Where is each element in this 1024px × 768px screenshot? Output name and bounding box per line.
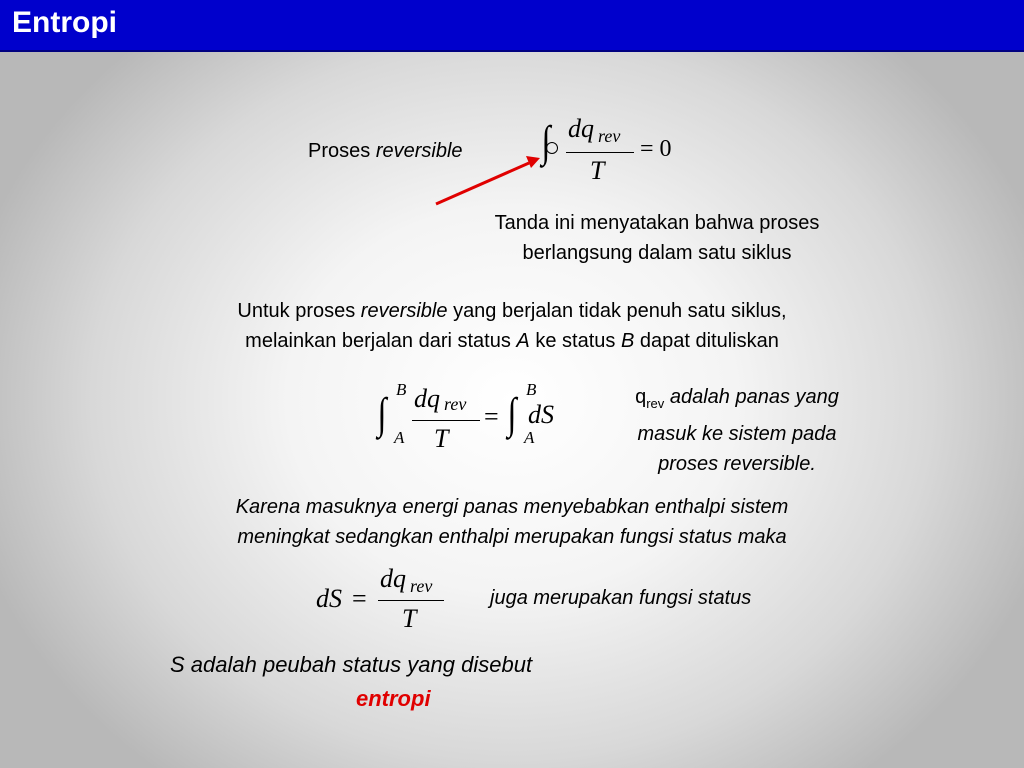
para2-line1: Karena masuknya energi panas menyebabkan enthalpi sistem bbox=[235, 496, 789, 518]
para1-text: dapat dituliskan bbox=[639, 330, 779, 352]
para2-line2: meningkat sedangkan enthalpi merupakan fungsi status maka bbox=[237, 526, 787, 548]
eq3-equals: = bbox=[352, 584, 367, 613]
eq2-lower-limit: A bbox=[394, 428, 405, 447]
slide-title: Entropi bbox=[12, 6, 117, 39]
eq2-fraction-line bbox=[412, 420, 480, 421]
equation-definite-integral bbox=[376, 378, 576, 454]
reversible-label-prefix: Proses bbox=[308, 140, 371, 162]
integral-symbol: ∫ bbox=[377, 389, 387, 438]
eq1-rhs: = 0 bbox=[640, 136, 672, 162]
qrev-symbol: q bbox=[635, 386, 647, 408]
para1-text: yang berjalan tidak penuh satu siklus, bbox=[453, 300, 787, 322]
qrev-note bbox=[592, 382, 882, 479]
qrev-subscript: rev bbox=[646, 396, 665, 411]
eq3-fraction-line bbox=[378, 600, 444, 601]
status-a: A bbox=[516, 330, 530, 352]
eq2-numerator: dq bbox=[414, 384, 440, 413]
qrev-note-line2: masuk ke sistem pada bbox=[637, 423, 837, 445]
conclusion-line1: S adalah peubah status yang disebut bbox=[170, 652, 533, 677]
cycle-note bbox=[430, 208, 884, 268]
eq2-denominator: T bbox=[434, 424, 449, 453]
state-function-note: juga merupakan fungsi status bbox=[490, 587, 752, 609]
integral-symbol: ∫ bbox=[541, 117, 551, 166]
conclusion-entropi: entropi bbox=[356, 686, 431, 711]
equation-ds bbox=[316, 562, 466, 638]
eq2-upper-limit-2: B bbox=[526, 380, 537, 399]
qrev-note-text: adalah panas yang bbox=[669, 386, 839, 408]
eq3-lhs: dS bbox=[316, 584, 342, 613]
eq2-numerator-sub: rev bbox=[444, 394, 467, 414]
paragraph-reversible bbox=[120, 296, 904, 356]
reversible-label-italic: reversible bbox=[375, 140, 463, 162]
para1-italic: reversible bbox=[360, 300, 448, 322]
eq1-numerator: dq bbox=[568, 114, 594, 143]
eq3-denominator: T bbox=[402, 604, 417, 633]
eq3-numerator: dq bbox=[380, 564, 406, 593]
eq3-numerator-sub: rev bbox=[410, 576, 433, 596]
eq2-lower-limit-2: A bbox=[524, 428, 535, 447]
status-b: B bbox=[620, 330, 635, 352]
para1-text: melainkan berjalan dari status bbox=[245, 330, 511, 352]
cycle-note-line1: Tanda ini menyatakan bahwa proses bbox=[494, 212, 820, 234]
para1-text: Untuk proses bbox=[237, 300, 356, 322]
eq2-upper-limit: B bbox=[396, 380, 407, 399]
eq2-rhs: dS bbox=[528, 400, 554, 429]
qrev-note-line3: proses reversible. bbox=[658, 453, 816, 475]
eq1-numerator-sub: rev bbox=[598, 126, 621, 146]
eq2-equals: = bbox=[484, 402, 499, 431]
integral-symbol: ∫ bbox=[507, 389, 517, 438]
paragraph-enthalpy bbox=[120, 492, 904, 552]
para1-text: ke status bbox=[535, 330, 616, 352]
cycle-note-line2: berlangsung dalam satu siklus bbox=[522, 242, 792, 264]
eq1-denominator: T bbox=[590, 156, 605, 185]
